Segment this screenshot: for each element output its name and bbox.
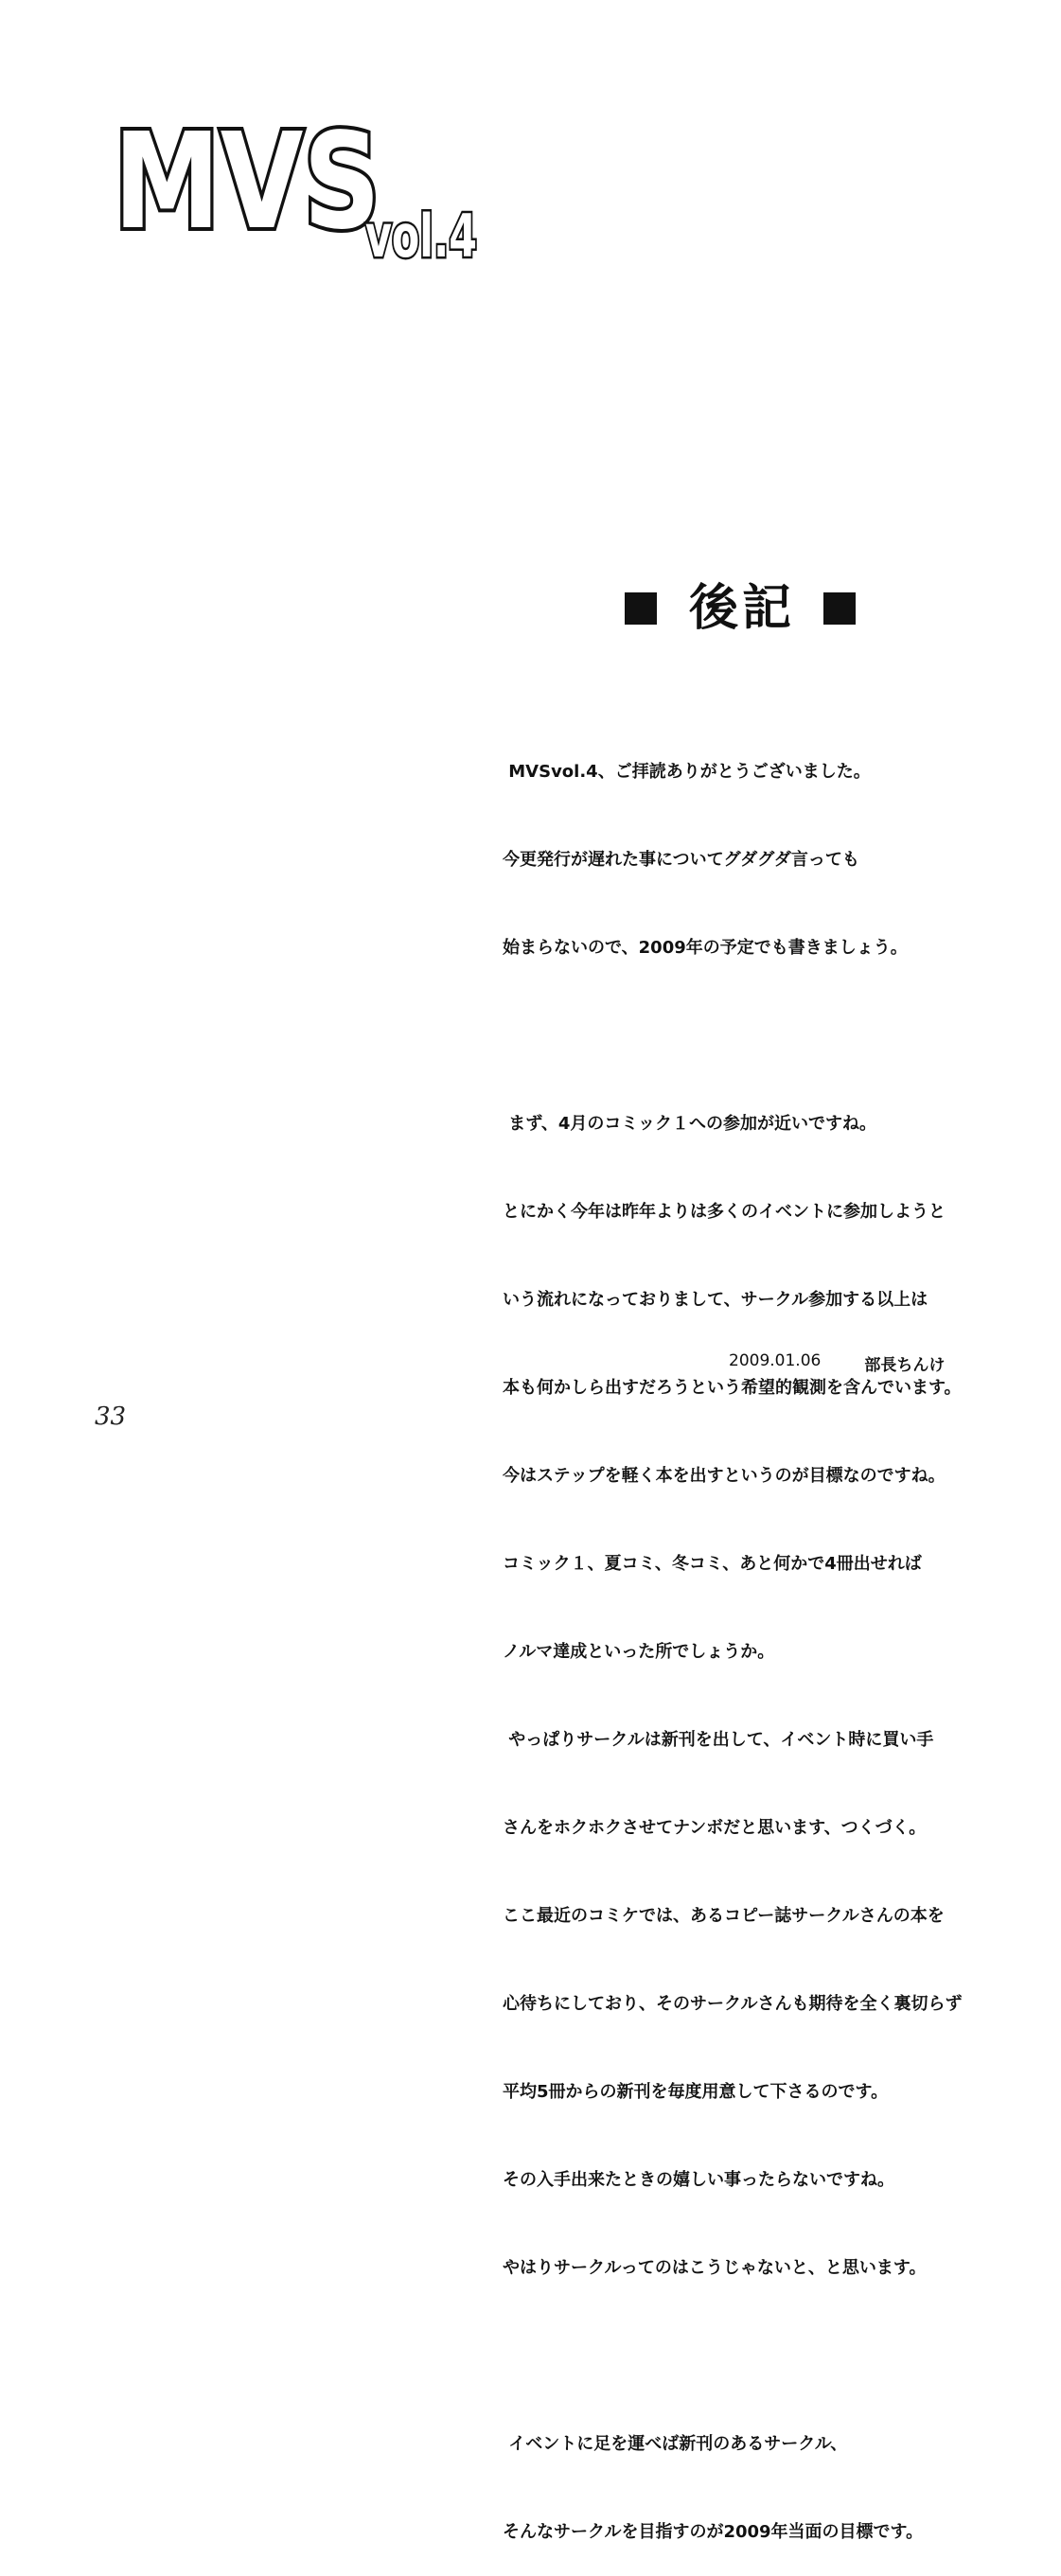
afterword-line: 本も何かしら出すだろうという希望的観測を含んでいます。: [503, 1378, 962, 1398]
paragraph-gap: [503, 2341, 1033, 2371]
afterword-line: コミック１、夏コミ、冬コミ、あと何かで4冊出せれば: [503, 1554, 922, 1574]
afterword-line: 平均5冊からの新刊を毎度用意して下さるのです。: [503, 2082, 889, 2102]
afterword-line: やはりサークルってのはこうじゃないと、と思います。: [503, 2258, 927, 2278]
page-number: 33: [95, 1403, 127, 1431]
afterword-line: 心待ちにしており、そのサークルさんも期待を全く裏切らず: [503, 1994, 963, 2014]
paragraph-gap: [503, 1021, 1033, 1050]
afterword-line: 今はステップを軽く本を出すというのが目標なのですね。: [503, 1466, 946, 1486]
afterword-line: いう流れになっておりまして、サークル参加する以上は: [503, 1290, 928, 1310]
afterword-title: 後記: [689, 580, 796, 637]
afterword-line: やっぱりサークルは新刊を出して、イベント時に買い手: [503, 1730, 934, 1750]
signature-author: 部長ちんけ: [864, 1356, 946, 1375]
afterword-line: MVSvol.4、ご拝読ありがとうございました。: [503, 762, 871, 782]
afterword-line: 始まらないので、2009年の予定でも書きましょう。: [503, 938, 908, 958]
black-square-icon: [823, 592, 856, 625]
afterword-line: ノルマ達成といった所でしょうか。: [503, 1642, 775, 1662]
signature-date: 2009.01.06: [729, 1351, 822, 1370]
logo-main-text: MVS: [114, 112, 380, 259]
signature: [729, 1351, 945, 1375]
logo-sub-text: vol.4: [365, 202, 477, 271]
black-square-icon: [625, 592, 657, 625]
afterword-body: [503, 698, 1033, 2576]
logo-graphic: [112, 112, 509, 273]
afterword-line: さんをホクホクさせてナンボだと思います、つくづく。: [503, 1818, 927, 1838]
afterword-line: そんなサークルを目指すのが2009年当面の目標です。: [503, 2522, 924, 2542]
afterword-heading: [625, 575, 856, 642]
afterword-line: まず、4月のコミック１への参加が近いですね。: [503, 1114, 876, 1134]
afterword-line: その入手出来たときの嬉しい事ったらないですね。: [503, 2170, 894, 2190]
afterword-line: ここ最近のコミケでは、あるコピー誌サークルさんの本を: [503, 1906, 945, 1926]
afterword-line: 今更発行が遅れた事についてグダグダ言っても: [503, 850, 859, 870]
afterword-line: とにかく今年は昨年よりは多くのイベントに参加しようと: [503, 1202, 946, 1222]
afterword-line: イベントに足を運べば新刊のあるサークル、: [503, 2434, 848, 2454]
mvs-vol4-logo: [112, 112, 509, 273]
